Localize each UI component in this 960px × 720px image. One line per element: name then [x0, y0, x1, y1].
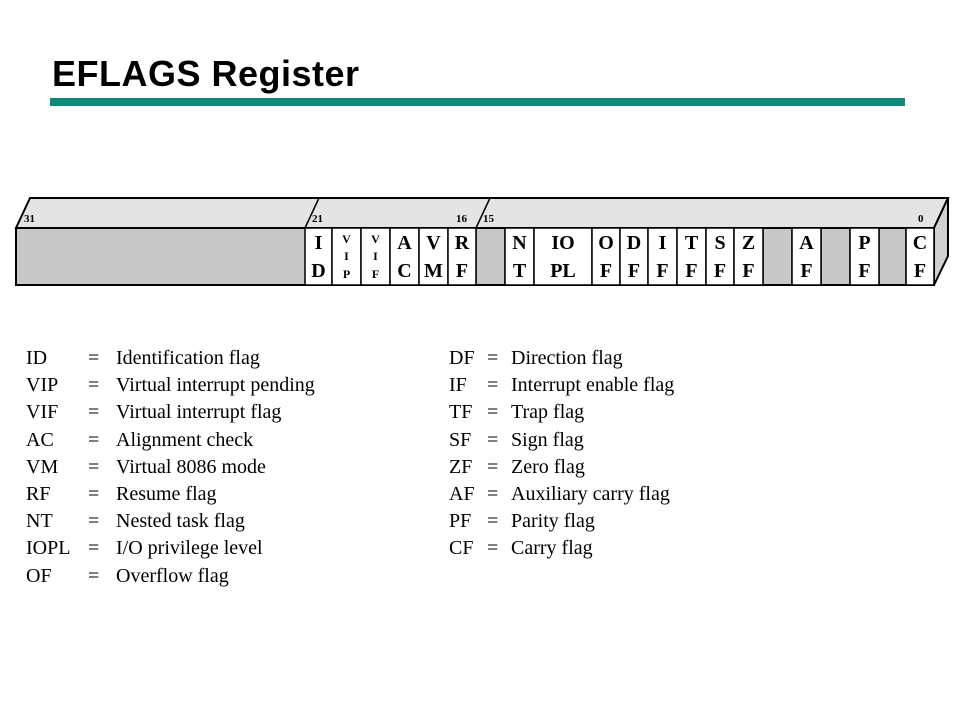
flag-letter: F [371, 267, 380, 281]
flag-cell [706, 228, 734, 285]
legend-equals: = [88, 374, 100, 397]
bit-label-0: 0 [918, 213, 924, 225]
legend-abbreviation: AC [26, 428, 54, 451]
legend-row [26, 563, 446, 589]
legend-row [449, 508, 869, 534]
legend-equals: = [487, 455, 499, 478]
legend-description: Identification flag [116, 347, 260, 369]
legend-row [449, 454, 869, 480]
flag-letter: T [512, 260, 527, 282]
flag-cell [648, 228, 677, 285]
legend-abbreviation: IF [449, 374, 467, 397]
legend-description: Nested task flag [116, 510, 245, 533]
legend-description: Auxiliary carry flag [511, 483, 670, 505]
flag-letter: O [598, 232, 614, 254]
legend-description: Virtual interrupt pending [116, 374, 315, 397]
legend-equals: = [487, 428, 499, 451]
flag-cell [592, 228, 620, 285]
legend-abbreviation: CF [449, 537, 474, 560]
flag-letter: T [684, 232, 699, 254]
flag-letter: IO [551, 232, 575, 254]
legend-abbreviation: ID [26, 347, 48, 369]
flag-cell [734, 228, 763, 285]
legend-abbreviation: RF [26, 483, 51, 505]
legend-abbreviation: VIF [26, 401, 59, 424]
flag-cell [505, 228, 534, 285]
flag-letter: F [656, 260, 669, 282]
legend-right-column [449, 345, 869, 575]
legend-description: Sign flag [511, 428, 584, 451]
legend-abbreviation: VM [26, 455, 59, 478]
legend-abbreviation: PF [449, 510, 472, 533]
flag-cell [850, 228, 879, 285]
legend-abbreviation: AF [449, 483, 475, 505]
legend-description: Parity flag [511, 510, 595, 533]
legend-description: Alignment check [116, 428, 254, 451]
flag-letter: PL [550, 260, 576, 282]
legend-abbreviation: SF [449, 428, 472, 451]
flag-cell [419, 228, 448, 285]
flag-letter: F [685, 260, 698, 282]
legend-description: Virtual 8086 mode [116, 455, 266, 478]
flag-letter: P [858, 232, 871, 254]
legend-description: I/O privilege level [116, 537, 263, 560]
legend-left-column [26, 345, 446, 595]
flag-letter: V [342, 232, 351, 246]
slide-title: EFLAGS Register [52, 53, 360, 94]
legend-equals: = [487, 537, 499, 560]
legend-description: Overflow flag [116, 564, 229, 587]
legend-row [449, 345, 869, 371]
flag-letter: F [599, 260, 613, 282]
bit-label-16: 16 [456, 213, 467, 225]
legend-row [26, 535, 446, 561]
flag-letter: I [344, 249, 349, 263]
flag-cell [332, 228, 361, 285]
legend-equals: = [88, 510, 100, 533]
flag-cell [390, 228, 419, 285]
flag-letter: A [397, 232, 412, 254]
flag-letter: F [858, 260, 871, 282]
flag-letter: V [426, 232, 441, 254]
flag-letter: I [373, 249, 378, 263]
legend-row [26, 454, 446, 480]
legend-equals: = [88, 428, 100, 451]
legend-equals: = [487, 347, 499, 369]
legend-row [449, 535, 869, 561]
flag-cell [620, 228, 648, 285]
flag-letter: N [512, 232, 527, 254]
legend-equals: = [88, 401, 100, 424]
legend-row [26, 427, 446, 453]
legend-description: Zero flag [511, 455, 585, 478]
legend-equals: = [487, 483, 499, 505]
flag-cell [792, 228, 821, 285]
flag-cell [677, 228, 706, 285]
register-top-face [16, 198, 948, 228]
flag-letter: F [713, 260, 727, 282]
legend-row [26, 399, 446, 425]
legend-equals: = [487, 374, 499, 397]
legend-equals: = [88, 347, 100, 369]
flag-letter: C [397, 260, 412, 282]
legend-equals: = [88, 564, 100, 587]
legend-abbreviation: NT [26, 510, 53, 533]
flag-letter: I [314, 232, 323, 254]
legend-abbreviation: ZF [449, 455, 473, 478]
flag-letter: D [311, 260, 326, 282]
bit-label-21: 21 [312, 213, 323, 225]
legend-abbreviation: TF [449, 401, 473, 424]
legend-description: Direction flag [511, 347, 623, 369]
legend-equals: = [487, 401, 499, 424]
legend-row [26, 508, 446, 534]
flag-cell [534, 228, 592, 285]
legend-equals: = [88, 483, 100, 505]
flag-cell [305, 228, 332, 285]
legend-row [26, 372, 446, 398]
legend-equals: = [487, 510, 499, 533]
legend-row [449, 427, 869, 453]
bit-label-31: 31 [24, 213, 35, 225]
flag-letter: F [800, 260, 813, 282]
legend-row [449, 372, 869, 398]
eflags-register-diagram [0, 0, 960, 300]
flag-letter: F [455, 260, 469, 282]
flag-letter: F [913, 260, 927, 282]
legend-abbreviation: VIP [26, 374, 59, 397]
flag-letter: D [626, 232, 642, 254]
flag-letter: F [627, 260, 641, 282]
legend-row [26, 481, 446, 507]
flag-cell [448, 228, 476, 285]
legend-description: Virtual interrupt flag [116, 401, 282, 424]
legend-equals: = [88, 455, 100, 478]
flag-letter: C [912, 232, 928, 254]
bit-label-15: 15 [483, 213, 494, 225]
flag-letter: F [742, 260, 755, 282]
legend-row [26, 345, 446, 371]
flag-cell [906, 228, 934, 285]
legend-description: Interrupt enable flag [511, 374, 675, 397]
legend-row [449, 399, 869, 425]
flag-letter: R [454, 232, 470, 254]
flag-letter: V [371, 232, 380, 246]
flag-letter: A [799, 232, 814, 254]
flag-letter: P [342, 267, 351, 281]
legend-description: Carry flag [511, 537, 593, 560]
legend-abbreviation: DF [449, 347, 475, 369]
flag-letter: M [424, 260, 443, 282]
legend-description: Resume flag [116, 483, 217, 505]
legend-row [449, 481, 869, 507]
legend-equals: = [88, 537, 100, 560]
flag-letter: I [658, 232, 667, 254]
flag-cell [361, 228, 390, 285]
legend-abbreviation: OF [26, 564, 52, 587]
flag-letter: Z [741, 232, 756, 254]
legend-description: Trap flag [511, 401, 585, 424]
flag-letter: S [714, 232, 726, 254]
legend-abbreviation: IOPL [26, 537, 71, 560]
